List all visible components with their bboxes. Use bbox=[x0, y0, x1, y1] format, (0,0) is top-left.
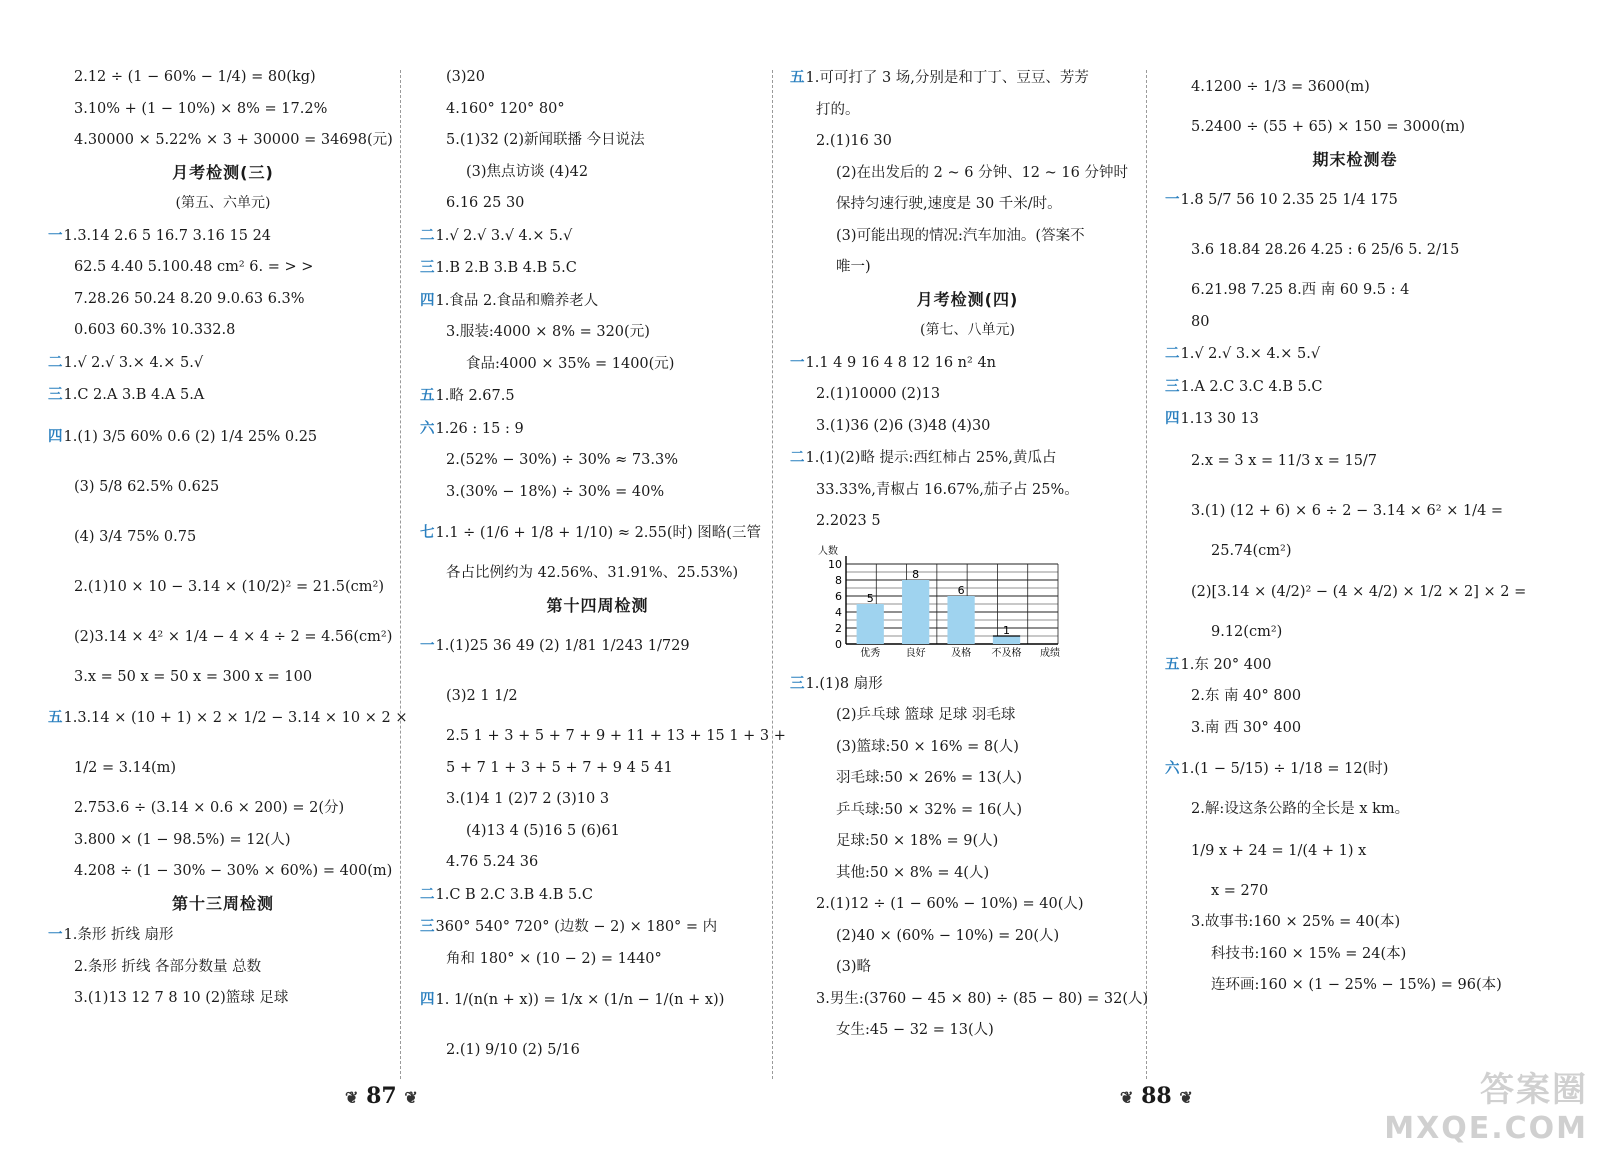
answer-line bbox=[420, 753, 775, 785]
answer-text: (2)在出发后的 2 ~ 6 分钟、12 ~ 16 分钟时 bbox=[836, 164, 1128, 181]
answer-line bbox=[790, 442, 1145, 475]
answer-line bbox=[790, 379, 1145, 411]
flourish-icon: ❦ bbox=[345, 1088, 359, 1107]
y-tick-label: 2 bbox=[835, 621, 842, 635]
answer-text: 5.2400 ÷ (55 + 65) × 150 = 3000(m) bbox=[1191, 119, 1466, 135]
answer-line bbox=[48, 315, 398, 347]
answer-line bbox=[48, 62, 398, 94]
answer-text: 3.(30% − 18%) ÷ 30% = 40% bbox=[446, 483, 665, 500]
answer-text: 0.603 60.3% 10.332.8 bbox=[74, 322, 236, 338]
answer-text: 1.东 20° 400 bbox=[1180, 656, 1272, 673]
answer-line bbox=[790, 126, 1145, 158]
answer-text: 1.B 2.B 3.B 4.B 5.C bbox=[435, 260, 577, 276]
answer-text: 1.√ 2.√ 3.√ 4.× 5.√ bbox=[435, 227, 573, 244]
question-group-marker: 一 bbox=[48, 926, 63, 943]
question-group-marker: 二 bbox=[420, 885, 435, 903]
answer-line bbox=[420, 508, 775, 558]
answer-text: (3)篮球:50 × 16% = 8(人) bbox=[836, 738, 1019, 755]
answer-line bbox=[420, 911, 775, 944]
answer-line bbox=[790, 921, 1145, 953]
answer-line bbox=[790, 411, 1145, 443]
y-tick-label: 4 bbox=[835, 605, 842, 619]
x-axis-label: 成绩 bbox=[1040, 647, 1060, 659]
answer-text: (4) 3/4 75% 0.75 bbox=[74, 528, 197, 545]
answer-line bbox=[790, 252, 1145, 284]
answer-text: 7.28.26 50.24 8.20 9.0.63 6.3% bbox=[74, 290, 305, 307]
answer-text: 4.208 ÷ (1 − 30% − 30% × 60%) = 400(m) bbox=[74, 863, 393, 879]
answer-text: (3)焦点访谈 (4)42 bbox=[466, 163, 589, 180]
answer-line bbox=[48, 284, 398, 316]
answer-line bbox=[1165, 567, 1545, 617]
answer-text: 3.10% + (1 − 10%) × 8% = 17.2% bbox=[74, 100, 328, 117]
answer-text: 3.(1)4 1 (2)7 2 (3)10 3 bbox=[446, 791, 610, 807]
answer-text: 唯一) bbox=[836, 259, 871, 275]
answer-line bbox=[420, 157, 775, 189]
answer-line bbox=[48, 856, 398, 888]
y-tick-label: 6 bbox=[835, 589, 842, 603]
question-group-marker: 三 bbox=[790, 674, 805, 692]
answer-line bbox=[1165, 649, 1545, 682]
answer-text: 1.C B 2.C 3.B 4.B 5.C bbox=[435, 886, 593, 903]
question-group-marker: 二 bbox=[48, 353, 63, 371]
answer-line bbox=[48, 252, 398, 284]
answer-line bbox=[420, 816, 775, 848]
answer-line bbox=[1165, 486, 1545, 536]
answer-text: 科技书:160 × 15% = 24(本) bbox=[1211, 945, 1407, 962]
bar-data-label: 1 bbox=[1003, 623, 1011, 637]
answer-line bbox=[790, 668, 1145, 701]
answer-text: 1.1 4 9 16 4 8 12 16 n² 4n bbox=[805, 354, 997, 371]
answer-line bbox=[790, 858, 1145, 890]
answer-text: 1.√ 2.√ 3.× 4.× 5.√ bbox=[1180, 346, 1321, 362]
bar bbox=[947, 596, 974, 644]
answer-text: 足球:50 × 18% = 9(人) bbox=[836, 833, 999, 849]
answer-line bbox=[1165, 617, 1545, 649]
answer-text: (3)可能出现的情况:汽车加油。(答案不 bbox=[836, 227, 1085, 244]
answer-line bbox=[790, 189, 1145, 221]
question-group-marker: 四 bbox=[420, 991, 435, 1008]
answer-text: 5.(1)32 (2)新闻联播 今日说法 bbox=[446, 132, 645, 148]
answer-text: 4.76 5.24 36 bbox=[446, 854, 539, 870]
bar bbox=[857, 604, 884, 644]
answer-text: 2.(52% − 30%) ÷ 30% ≈ 73.3% bbox=[446, 452, 678, 468]
answer-text: 1.(1)8 扇形 bbox=[805, 675, 883, 692]
answer-line bbox=[48, 983, 398, 1015]
question-group-marker: 三 bbox=[420, 259, 435, 276]
answer-line bbox=[420, 975, 775, 1025]
answer-line bbox=[790, 95, 1145, 127]
answer-line bbox=[420, 285, 775, 318]
answer-text: 3.6 18.84 28.26 4.25 : 6 25/6 5. 2/15 bbox=[1191, 242, 1460, 258]
question-group-marker: 四 bbox=[48, 427, 63, 445]
answer-line bbox=[1165, 876, 1545, 908]
answer-text: 1.可可打了 3 场,分别是和丁丁、豆豆、芳芳 bbox=[805, 70, 1089, 86]
answer-line bbox=[420, 879, 775, 912]
bar-data-label: 5 bbox=[866, 591, 874, 605]
answer-text: 2.条形 折线 各部分数量 总数 bbox=[74, 958, 262, 975]
answer-text: 2.(1)16 30 bbox=[816, 133, 892, 149]
answer-text: 2.753.6 ÷ (3.14 × 0.6 × 200) = 2(分) bbox=[74, 800, 345, 816]
answer-line bbox=[1165, 970, 1545, 1002]
answer-line bbox=[48, 379, 398, 412]
bar bbox=[993, 636, 1020, 644]
answer-text: 保持匀速行驶,速度是 30 千米/时。 bbox=[836, 196, 1062, 212]
answer-line bbox=[790, 221, 1145, 253]
answer-line bbox=[1165, 275, 1545, 307]
answer-line bbox=[420, 445, 775, 477]
question-group-marker: 五 bbox=[48, 709, 63, 726]
answer-line bbox=[420, 784, 775, 816]
x-tick-label: 不及格 bbox=[991, 647, 1022, 659]
question-group-marker: 三 bbox=[420, 918, 435, 935]
bar bbox=[902, 580, 929, 644]
answer-line bbox=[48, 347, 398, 380]
answer-line bbox=[790, 347, 1145, 380]
answer-line bbox=[1165, 112, 1545, 144]
answer-text: 3.(1) (12 + 6) × 6 ÷ 2 − 3.14 × 6² × 1/4 = bbox=[1191, 502, 1504, 519]
question-group-marker: 一 bbox=[48, 226, 63, 244]
answer-text: 食品:4000 × 35% = 1400(元) bbox=[466, 355, 675, 372]
answer-text: (3)略 bbox=[836, 959, 872, 975]
answer-line bbox=[48, 952, 398, 984]
answer-text: 3.x = 50 x = 50 x = 300 x = 100 bbox=[74, 668, 313, 685]
answer-line bbox=[420, 477, 775, 509]
answer-line bbox=[420, 671, 775, 721]
answer-line bbox=[1165, 681, 1545, 713]
answer-line bbox=[48, 825, 398, 857]
answer-column-2 bbox=[420, 62, 786, 1075]
y-tick-label: 0 bbox=[835, 637, 842, 651]
answer-text: 62.5 4.40 5.100.48 cm² 6. = > > bbox=[74, 259, 314, 275]
answer-text: (2)40 × (60% − 10%) = 20(人) bbox=[836, 927, 1060, 944]
answer-text: 2.5 1 + 3 + 5 + 7 + 9 + 11 + 13 + 15 1 + 3 + bbox=[446, 728, 786, 744]
answer-line bbox=[420, 944, 775, 976]
answer-text: 9.12(cm²) bbox=[1211, 624, 1283, 640]
answer-line bbox=[420, 847, 775, 879]
answer-line bbox=[420, 62, 775, 94]
answer-text: 1. 1/(n(n + x)) = 1/x × (1/n − 1/(n + x)) bbox=[435, 992, 725, 1008]
answer-line bbox=[420, 220, 775, 253]
answer-line bbox=[48, 662, 398, 694]
answer-column-4 bbox=[1165, 62, 1545, 1002]
answer-text: 2.x = 3 x = 11/3 x = 15/7 bbox=[1191, 452, 1378, 469]
answer-line bbox=[790, 795, 1145, 827]
score-bar-chart bbox=[790, 542, 1145, 664]
answer-line bbox=[420, 94, 775, 126]
answer-line bbox=[1165, 403, 1545, 436]
answer-line bbox=[1165, 225, 1545, 275]
question-group-marker: 二 bbox=[420, 226, 435, 244]
answer-text: 3.故事书:160 × 25% = 40(本) bbox=[1191, 914, 1401, 930]
answer-text: 2.2023 5 bbox=[816, 513, 881, 529]
answer-text: 3.800 × (1 − 98.5%) = 12(人) bbox=[74, 831, 291, 848]
answer-line bbox=[1165, 307, 1545, 339]
answer-line bbox=[790, 984, 1149, 1016]
answer-text: 3.(1)36 (2)6 (3)48 (4)30 bbox=[816, 417, 991, 434]
answer-text: 1.A 2.C 3.C 4.B 5.C bbox=[1180, 378, 1323, 395]
answer-line bbox=[790, 62, 1145, 95]
bar-data-label: 6 bbox=[957, 583, 965, 597]
bar-chart-svg bbox=[790, 542, 1060, 664]
answer-column-3-bottom bbox=[790, 668, 1149, 1047]
question-group-marker: 一 bbox=[1165, 191, 1180, 208]
answer-line bbox=[48, 125, 398, 157]
answer-text: 6.21.98 7.25 8.西 南 60 9.5 : 4 bbox=[1191, 282, 1410, 298]
section-heading bbox=[420, 590, 775, 622]
answer-line bbox=[48, 793, 398, 825]
answer-line bbox=[48, 562, 398, 612]
watermark bbox=[1384, 1062, 1588, 1146]
question-group-marker: 五 bbox=[420, 387, 435, 404]
answer-line bbox=[790, 1015, 1145, 1047]
section-subtitle bbox=[48, 188, 398, 220]
watermark-cn: 答案圈 bbox=[1480, 1070, 1588, 1110]
answer-line bbox=[420, 380, 775, 413]
answer-text: (第七、八单元) bbox=[920, 322, 1015, 338]
answer-line bbox=[420, 252, 775, 285]
answer-line bbox=[1165, 939, 1545, 971]
answer-line bbox=[48, 743, 398, 793]
answer-line bbox=[420, 349, 775, 381]
question-group-marker: 四 bbox=[1165, 410, 1180, 427]
answer-text: 360° 540° 720° (边数 − 2) × 180° = 内 bbox=[435, 919, 718, 935]
page-number-right bbox=[1120, 1083, 1193, 1109]
answer-text: 3.(1)13 12 7 8 10 (2)篮球 足球 bbox=[74, 990, 289, 1006]
answer-text: 1.3.14 × (10 + 1) × 2 × 1/2 − 3.14 × 10 × 2 × bbox=[63, 710, 408, 726]
question-group-marker: 六 bbox=[1165, 760, 1180, 777]
flourish-icon: ❦ bbox=[404, 1088, 418, 1107]
answer-line bbox=[420, 1025, 775, 1075]
answer-text: 6.16 25 30 bbox=[446, 195, 525, 211]
answer-text: 1/9 x + 24 = 1/(4 + 1) x bbox=[1191, 842, 1367, 859]
answer-text: 连环画:160 × (1 − 25% − 15%) = 96(本) bbox=[1211, 977, 1502, 993]
answer-text: 1.8 5/7 56 10 2.35 25 1/4 175 bbox=[1180, 192, 1398, 208]
answer-text: 羽毛球:50 × 26% = 13(人) bbox=[836, 770, 1023, 786]
answer-text: 5 + 7 1 + 3 + 5 + 7 + 9 4 5 41 bbox=[446, 759, 673, 776]
answer-line bbox=[790, 889, 1145, 921]
answer-line bbox=[420, 317, 775, 349]
answer-line bbox=[48, 512, 398, 562]
x-tick-label: 良好 bbox=[905, 647, 926, 659]
answer-line bbox=[1165, 744, 1545, 794]
answer-line bbox=[420, 188, 775, 220]
y-axis-label: 人数 bbox=[818, 545, 838, 557]
answer-text: (2)乒乓球 篮球 足球 羽毛球 bbox=[836, 707, 1016, 723]
answer-text: 各占比例约为 42.56%、31.91%、25.53%) bbox=[446, 565, 739, 581]
answer-text: 2.12 ÷ (1 − 60% − 1/4) = 80(kg) bbox=[74, 69, 316, 85]
answer-text: 月考检测(四) bbox=[916, 289, 1019, 309]
answer-line bbox=[1165, 371, 1545, 404]
flourish-icon: ❦ bbox=[1179, 1088, 1193, 1107]
answer-line bbox=[420, 413, 775, 446]
answer-text: 1.(1)(2)略 提示:西红柿占 25%,黄瓜占 bbox=[805, 450, 1057, 466]
y-tick-label: 8 bbox=[835, 573, 842, 587]
answer-text: 4.1200 ÷ 1/3 = 3600(m) bbox=[1191, 79, 1370, 95]
column-divider bbox=[400, 70, 401, 1079]
answer-text: 2.(1) 9/10 (2) 5/16 bbox=[446, 1042, 580, 1058]
answer-text: 1.3.14 2.6 5 16.7 3.16 15 24 bbox=[63, 227, 272, 244]
answer-text: (第五、六单元) bbox=[175, 195, 271, 211]
answer-text: 2.东 南 40° 800 bbox=[1191, 688, 1302, 704]
answer-column-3-top bbox=[790, 62, 1145, 538]
section-subtitle bbox=[790, 315, 1145, 347]
question-group-marker: 五 bbox=[790, 69, 805, 86]
question-group-marker: 二 bbox=[790, 449, 805, 466]
answer-text: 1/2 = 3.14(m) bbox=[74, 760, 177, 776]
answer-line bbox=[420, 621, 775, 671]
answer-line bbox=[420, 558, 775, 590]
answer-line bbox=[790, 952, 1145, 984]
answer-line bbox=[48, 919, 398, 952]
answer-line bbox=[790, 158, 1145, 190]
answer-line bbox=[48, 94, 398, 126]
answer-text: 25.74(cm²) bbox=[1211, 542, 1292, 559]
answer-text: 第十四周检测 bbox=[546, 595, 649, 615]
answer-column-1 bbox=[48, 62, 408, 1015]
page-number-left bbox=[345, 1083, 418, 1109]
x-tick-label: 及格 bbox=[951, 647, 972, 659]
answer-text: 3.服装:4000 × 8% = 320(元) bbox=[446, 324, 650, 340]
answer-line bbox=[1165, 175, 1545, 225]
answer-text: 打的。 bbox=[816, 101, 860, 118]
answer-line bbox=[1165, 794, 1545, 826]
answer-line bbox=[790, 506, 1145, 538]
section-heading bbox=[1165, 144, 1545, 176]
section-heading bbox=[48, 157, 398, 189]
question-group-marker: 三 bbox=[1165, 377, 1180, 395]
answer-text: x = 270 bbox=[1211, 882, 1269, 899]
page-number-text: 88 bbox=[1141, 1083, 1172, 1109]
question-group-marker: 四 bbox=[420, 291, 435, 309]
answer-text: 80 bbox=[1191, 313, 1210, 330]
answer-text: 1.略 2.67.5 bbox=[435, 388, 515, 404]
answer-line bbox=[790, 700, 1145, 732]
answer-line bbox=[790, 732, 1145, 764]
answer-text: (3) 5/8 62.5% 0.625 bbox=[74, 478, 220, 495]
question-group-marker: 六 bbox=[420, 419, 435, 437]
answer-line bbox=[1165, 436, 1545, 486]
answer-text: 其他:50 × 8% = 4(人) bbox=[836, 864, 990, 881]
section-heading bbox=[48, 888, 398, 920]
question-group-marker: 二 bbox=[1165, 345, 1180, 362]
answer-line bbox=[420, 721, 786, 753]
answer-line bbox=[1165, 826, 1545, 876]
answer-line bbox=[1165, 338, 1545, 371]
answer-text: 2.(1)10000 (2)13 bbox=[816, 386, 941, 402]
answer-text: 3.男生:(3760 − 45 × 80) ÷ (85 − 80) = 32(人) bbox=[816, 990, 1149, 1007]
answer-line bbox=[48, 462, 398, 512]
answer-text: 1.C 2.A 3.B 4.A 5.A bbox=[63, 387, 205, 403]
answer-text: 月考检测(三) bbox=[172, 162, 274, 182]
answer-text: (3)20 bbox=[446, 69, 485, 85]
answer-text: (2)[3.14 × (4/2)² − (4 × 4/2) × 1/2 × 2] × 2 = bbox=[1191, 584, 1527, 600]
question-group-marker: 五 bbox=[1165, 655, 1180, 673]
answer-text: 期末检测卷 bbox=[1312, 149, 1398, 169]
page-number-text: 87 bbox=[366, 1083, 397, 1109]
answer-text: 1.(1)25 36 49 (2) 1/81 1/243 1/729 bbox=[435, 638, 690, 654]
answer-text: 1.(1 − 5/15) ÷ 1/18 = 12(时) bbox=[1180, 761, 1389, 777]
column-divider bbox=[1146, 70, 1147, 1079]
answer-text: 1.1 ÷ (1/6 + 1/8 + 1/10) ≈ 2.55(时) 图略(三管 bbox=[435, 525, 761, 541]
answer-text: 3.南 西 30° 400 bbox=[1191, 719, 1302, 736]
answer-text: 2.(1)12 ÷ (1 − 60% − 10%) = 40(人) bbox=[816, 896, 1084, 912]
x-tick-label: 优秀 bbox=[860, 647, 881, 659]
answer-text: 2.解:设这条公路的全长是 x km。 bbox=[1191, 801, 1410, 817]
answer-text: (4)13 4 (5)16 5 (6)61 bbox=[466, 822, 620, 839]
answer-text: 1.26 : 15 : 9 bbox=[435, 420, 524, 437]
answer-line bbox=[1165, 907, 1545, 939]
answer-text: 1.√ 2.√ 3.× 4.× 5.√ bbox=[63, 354, 204, 371]
answer-text: 4.30000 × 5.22% × 3 + 30000 = 34698(元) bbox=[74, 132, 393, 148]
answer-line bbox=[790, 763, 1145, 795]
answer-column-3 bbox=[790, 62, 1149, 1047]
y-tick-label: 10 bbox=[828, 557, 842, 571]
answer-line bbox=[420, 125, 775, 157]
section-heading bbox=[790, 284, 1145, 316]
answer-text: 33.33%,青椒占 16.67%,茄子占 25%。 bbox=[816, 481, 1079, 498]
answer-text: 1.13 30 13 bbox=[1180, 411, 1259, 427]
answer-line bbox=[790, 826, 1145, 858]
answer-line bbox=[48, 220, 398, 253]
answer-text: 第十三周检测 bbox=[171, 893, 274, 913]
watermark-en: MXQE.COM bbox=[1384, 1111, 1588, 1146]
question-group-marker: 三 bbox=[48, 386, 63, 403]
answer-line bbox=[48, 412, 398, 462]
question-group-marker: 一 bbox=[790, 353, 805, 371]
answer-line bbox=[1165, 536, 1545, 568]
answer-text: 1.(1) 3/5 60% 0.6 (2) 1/4 25% 0.25 bbox=[63, 428, 318, 445]
answer-text: 女生:45 − 32 = 13(人) bbox=[836, 1022, 994, 1038]
bar-data-label: 8 bbox=[912, 567, 920, 581]
answer-line bbox=[790, 475, 1145, 507]
answer-text: 2.(1)10 × 10 − 3.14 × (10/2)² = 21.5(cm²) bbox=[74, 578, 385, 595]
answer-line bbox=[1165, 62, 1545, 112]
answer-text: 角和 180° × (10 − 2) = 1440° bbox=[446, 950, 662, 967]
answer-text: 4.160° 120° 80° bbox=[446, 100, 565, 117]
answer-text: 乒乓球:50 × 32% = 16(人) bbox=[836, 801, 1023, 818]
answer-text: (2)3.14 × 4² × 1/4 − 4 × 4 ÷ 2 = 4.56(cm²) bbox=[74, 628, 393, 645]
answer-line bbox=[48, 612, 398, 662]
question-group-marker: 七 bbox=[420, 524, 435, 541]
answer-text: (3)2 1 1/2 bbox=[446, 688, 518, 704]
answer-text: 1.食品 2.食品和赡养老人 bbox=[435, 292, 599, 309]
answer-text: 1.条形 折线 扇形 bbox=[63, 927, 174, 943]
flourish-icon: ❦ bbox=[1120, 1088, 1134, 1107]
question-group-marker: 一 bbox=[420, 637, 435, 654]
answer-line bbox=[48, 693, 408, 743]
answer-line bbox=[1165, 713, 1545, 745]
